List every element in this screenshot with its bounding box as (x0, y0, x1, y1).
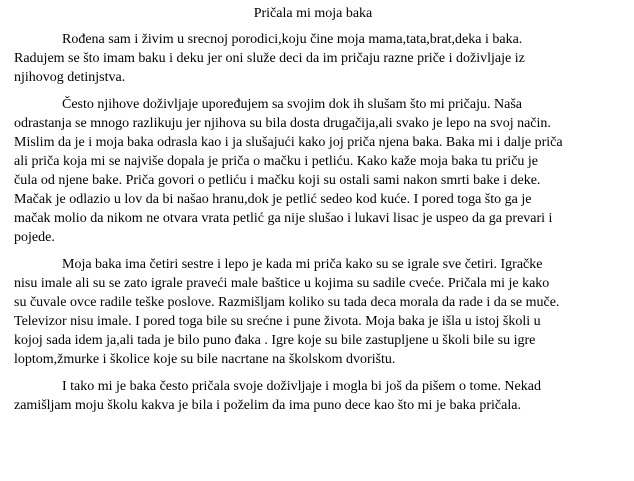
text-line: kojoj sada idem ja,ali tada je bilo puno đaka . Igre koje su bile zastupljene u školi bile su igre (14, 333, 536, 348)
text-line: nisu imale ali su se zato igrale praveći male baštice u kojima su sadile cveće. Pričala mi je kako (14, 276, 550, 291)
paragraph-2 (14, 95, 622, 247)
text-line: Mačak je odlazio u lov da bi našao hranu,dok je petlić sedeo kod kuće. I pored toga što ga je (14, 192, 532, 207)
text-line: čula od njene bake. Priča govori o petliću i mačku koji su ostali sami nakon smrti bake i deke. (14, 173, 541, 188)
text-line: ali priča koja mi se najviše dopala je priča o mačku i petliću. Kako kaže moja baka tu priču je (14, 154, 539, 169)
text-line: mačak molio da nikom ne otvara vrata petlić ga nije slušao i lukavi lisac je uspeo da ga prevari i (14, 211, 553, 226)
document-page (14, 4, 622, 423)
text-line: su čuvale ovce radile teške poslove. Razmišljam koliko su tada deca morala da rade i da se muče. (14, 295, 560, 310)
paragraph-3 (14, 255, 622, 369)
text-line: Moja baka ima četiri sestre i lepo je kada mi priča kako su se igrale sve četiri. Igračke (62, 257, 543, 272)
text-line: njihovog detinjstva. (14, 70, 126, 85)
paragraph-1 (14, 30, 622, 87)
text-line: I tako mi je baka često pričala svoje doživljaje i mogla bi još da pišem o tome. Nekad (62, 379, 541, 394)
text-line: Rođena sam i živim u srecnoj porodici,koju čine moja mama,tata,brat,deka i baka. (62, 32, 523, 47)
text-line: odrastanja se mnogo razlikuju jer njihova su bila dosta drugačija,ali svako je lepo na svoj način. (14, 116, 551, 131)
text-line: loptom,žmurke i školice koje su bile nacrtane na školskom dvorištu. (14, 352, 396, 367)
text-line: Mislim da je i moja baka odrasla kao i ja slušajući kako joj priča njena baka. Baka mi i dalje priča (14, 135, 563, 150)
text-line: Televizor nisu imale. I pored toga bile su srećne i pune života. Moja baka je išla u istoj školi u (14, 314, 541, 329)
text-line: Često njihove doživljaje upoređujem sa svojim dok ih slušam što mi pričaju. Naša (62, 97, 522, 112)
text-line: zamišljam moju školu kakva je bila i poželim da ima puno dece kao što mi je baka pričala. (14, 398, 521, 413)
paragraph-4 (14, 377, 622, 415)
text-line: Radujem se što imam baku i deku jer oni služe deci da im pričaju razne priče i doživljaje iz (14, 51, 525, 66)
document-title: Pričala mi moja baka (253, 6, 373, 21)
text-line: pojede. (14, 230, 55, 245)
